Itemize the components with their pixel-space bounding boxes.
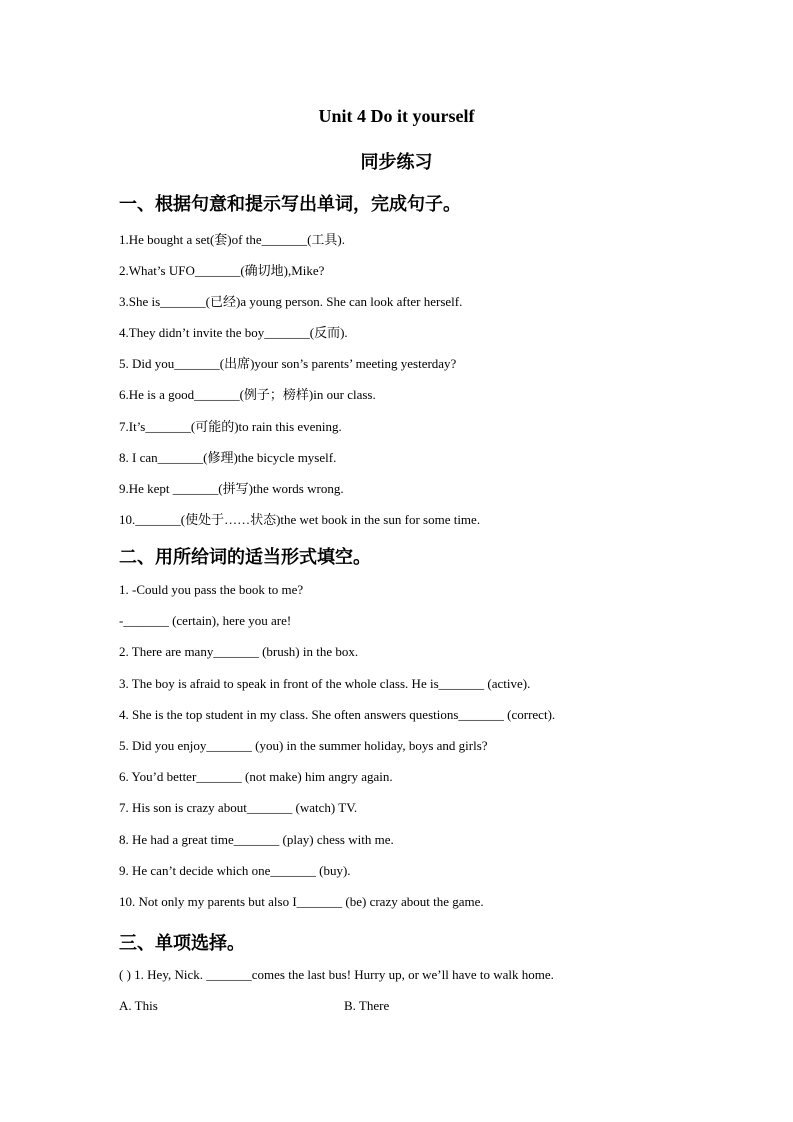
exercise-1-item-1: 1.He bought a set(套)of the_______(工具). [119, 232, 346, 247]
exercise-1-item-6: 6.He is a good_______(例子；榜样)in our class. [119, 387, 376, 402]
exercise-2-item-2: 2. There are many_______ (brush) in the box. [119, 644, 359, 659]
exercise-2-item-1-answer: -_______ (certain), here you are! [119, 613, 292, 628]
exercise-1-item-2: 2.What’s UFO_______(确切地),Mike? [119, 263, 325, 278]
section-2-heading: 二、用所给词的适当形式填空。 [119, 547, 371, 568]
exercise-2-item-7: 7. His son is crazy about_______ (watch) TV. [119, 800, 358, 815]
exercise-2-item-4: 4. She is the top student in my class. She often answers questions_______ (correct). [119, 707, 556, 722]
document-title-text: Unit 4 Do it yourself [318, 106, 475, 126]
exercise-2-item-3: 3. The boy is afraid to speak in front of the whole class. He is_______ (active). [119, 676, 531, 691]
exercise-1-item-8: 8. I can_______(修理)the bicycle myself. [119, 450, 337, 465]
question-1-option-a: A. This [119, 998, 158, 1013]
question-1-option-b: B. There [344, 998, 390, 1013]
section-1-heading: 一、根据句意和提示写出单词，完成句子。 [119, 194, 461, 215]
exercise-1-item-9: 9.He kept _______(拼写)the words wrong. [119, 481, 344, 496]
document-title [0, 106, 793, 127]
exercise-1-item-4: 4.They didn’t invite the boy_______(反而). [119, 325, 348, 340]
exercise-1-item-5: 5. Did you_______(出席)your son’s parents’ meeting yesterday? [119, 356, 457, 371]
exercise-2-item-10: 10. Not only my parents but also I_______ (be) crazy about the game. [119, 894, 484, 909]
exercise-1-item-10: 10._______(使处于……状态)the wet book in the sun for some time. [119, 512, 481, 527]
exercise-2-item-1: 1. -Could you pass the book to me? [119, 582, 304, 597]
section-3-heading: 三、单项选择。 [119, 933, 245, 954]
exercise-2-item-8: 8. He had a great time_______ (play) chess with me. [119, 832, 394, 847]
exercise-1-item-7: 7.It’s_______(可能的)to rain this evening. [119, 419, 342, 434]
multiple-choice-question-1: ( ) 1. Hey, Nick. _______comes the last bus! Hurry up, or we’ll have to walk home. [119, 967, 554, 982]
exercise-2-item-5: 5. Did you enjoy_______ (you) in the summer holiday, boys and girls? [119, 738, 488, 753]
exercise-1-item-3: 3.She is_______(已经)a young person. She can look after herself. [119, 294, 463, 309]
document-subtitle: 同步练习 [360, 152, 433, 173]
exercise-2-item-6: 6. You’d better_______ (not make) him angry again. [119, 769, 393, 784]
exercise-2-item-9: 9. He can’t decide which one_______ (buy). [119, 863, 351, 878]
